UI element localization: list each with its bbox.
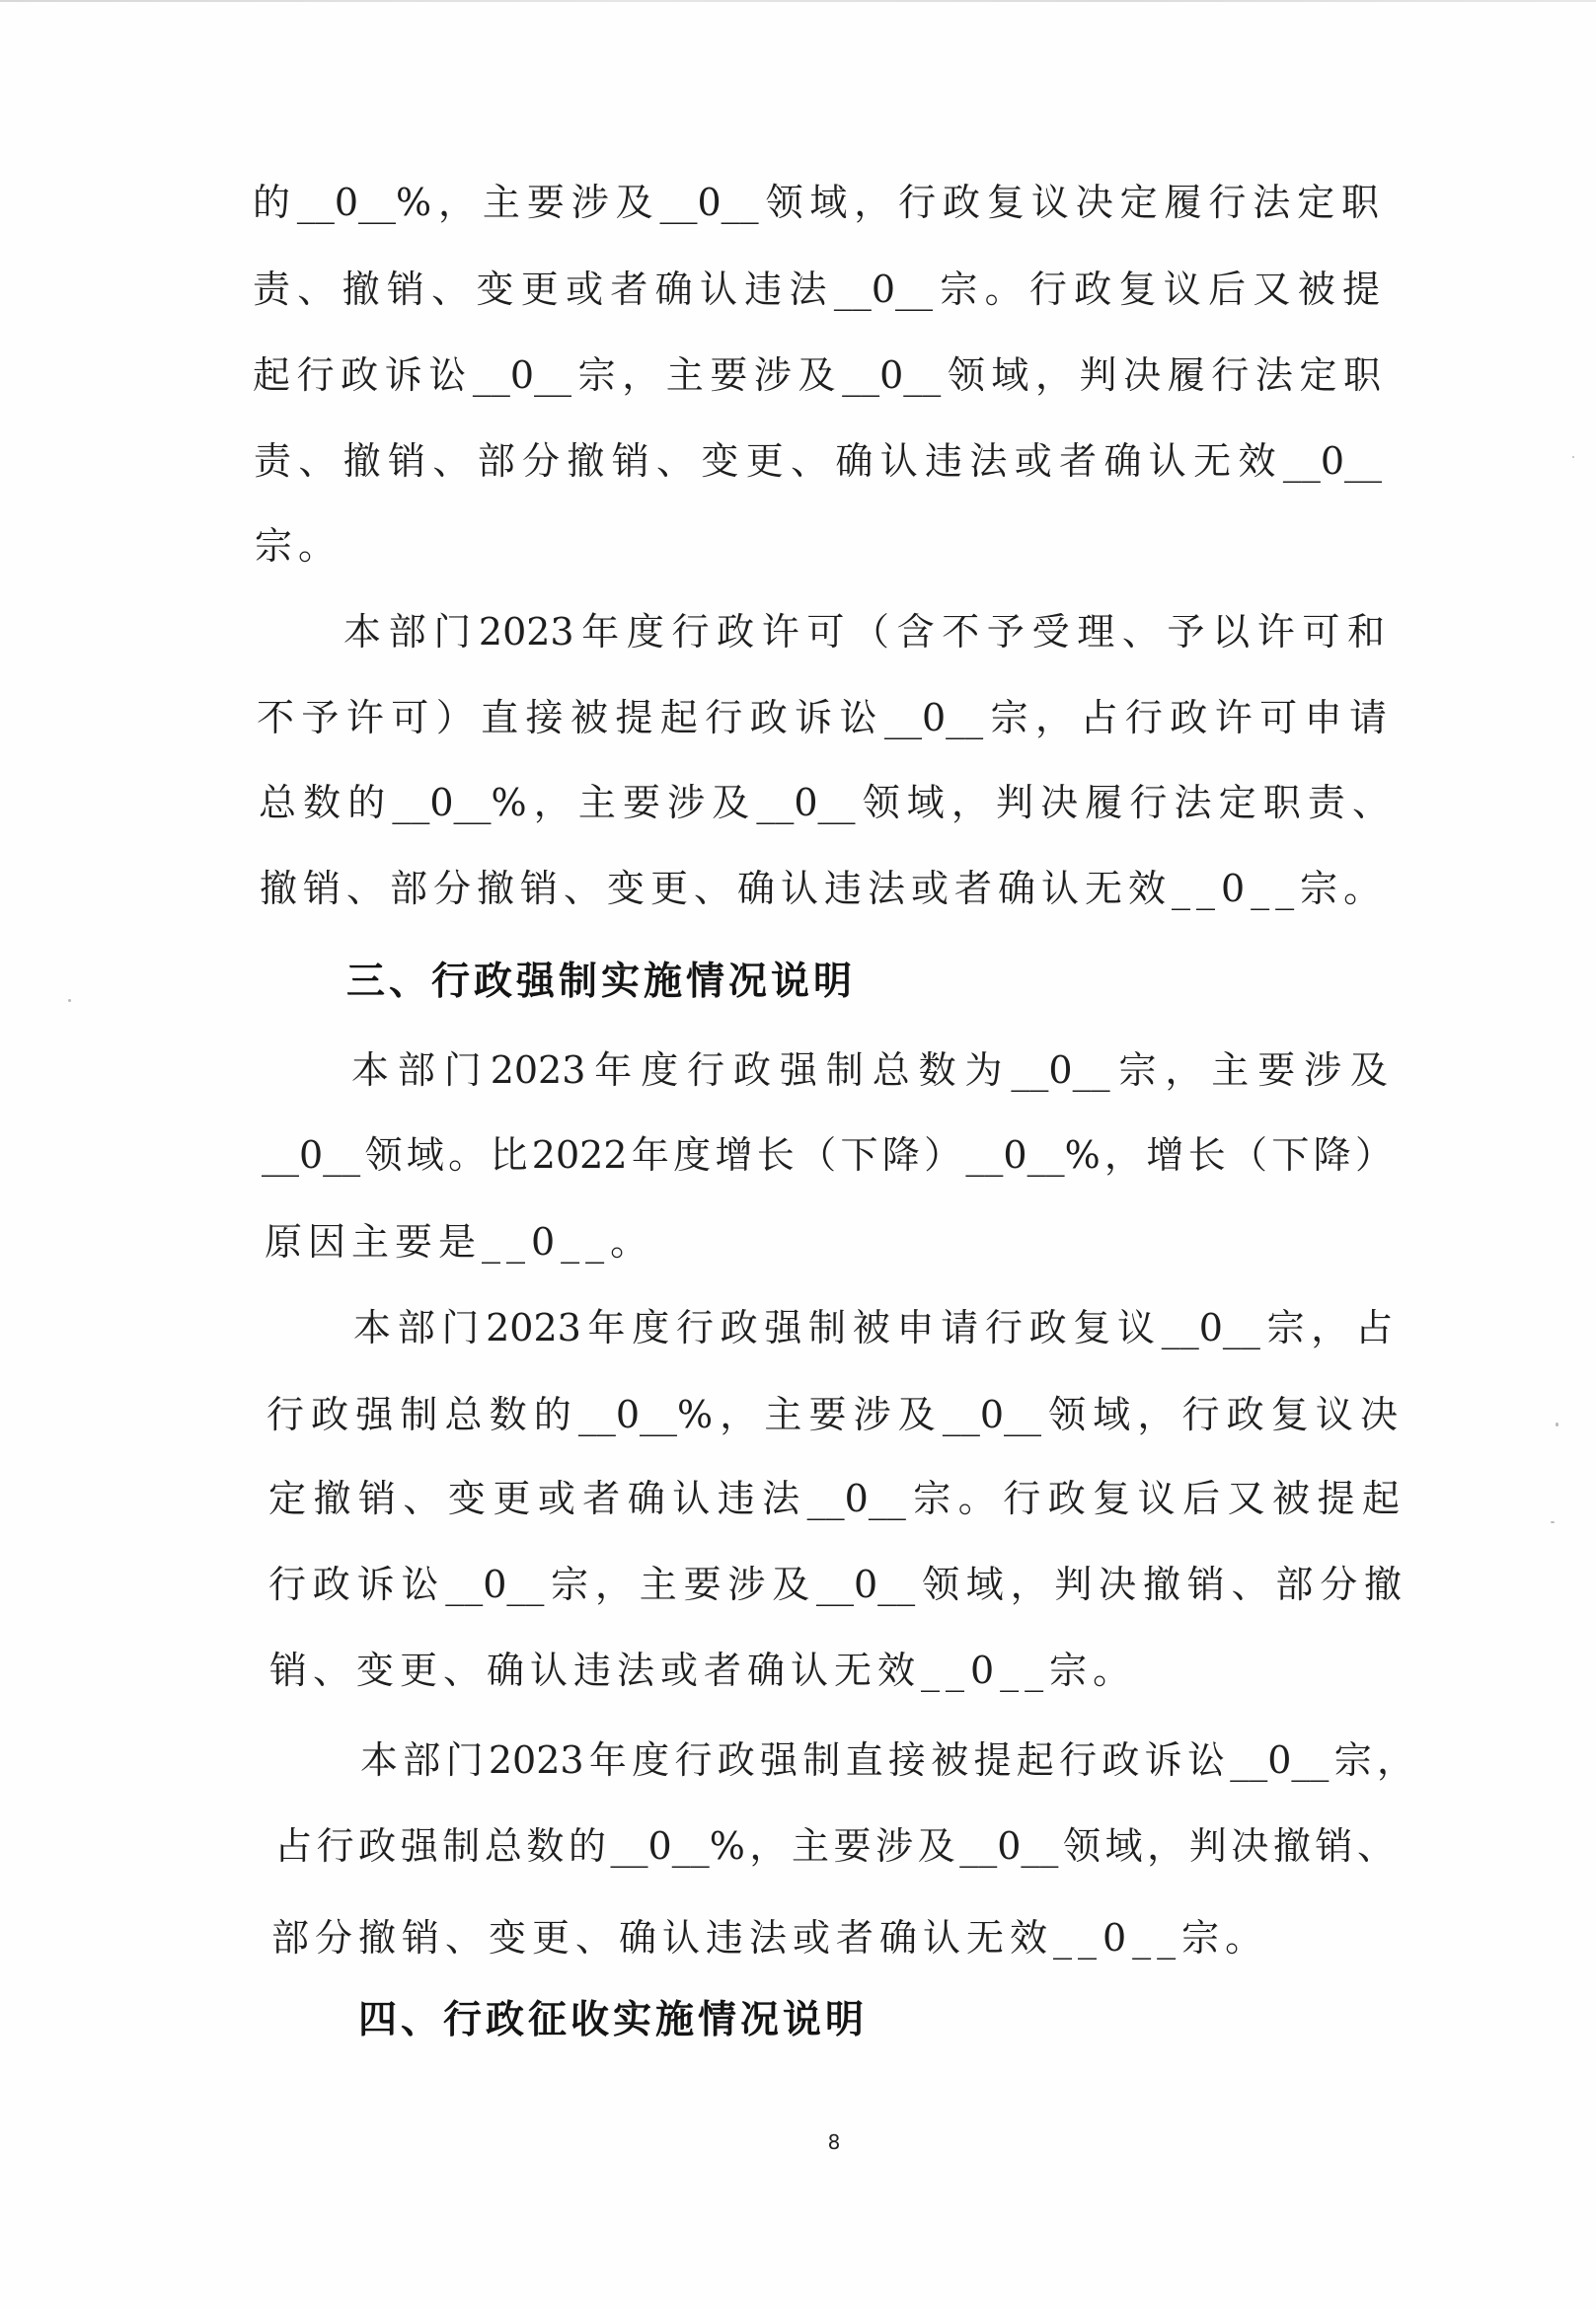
- text-line: 行政强制总数的__0__%，主要涉及__0__领域，行政复议决: [266, 1393, 1398, 1436]
- scan-speck: [1551, 1521, 1555, 1523]
- text-line: 定撤销、变更或者确认违法__0__宗。行政复议后又被提起: [268, 1477, 1400, 1520]
- scan-speck: [68, 999, 71, 1002]
- scan-speck: [1556, 1423, 1558, 1426]
- text-line: __0__领域。比2022年度增长（下降）__0__%，增长（下降）: [262, 1133, 1393, 1177]
- text-line: 不予许可）直接被提起行政诉讼__0__宗，占行政许可申请: [257, 696, 1387, 739]
- text-line: 销、变更、确认违法或者确认无效__0__宗。: [269, 1649, 1137, 1692]
- text-line: 本部门2023年度行政强制直接被提起行政诉讼__0__宗，: [360, 1738, 1414, 1782]
- text-line: 本部门2023年度行政许可（含不予受理、予以许可和: [343, 610, 1385, 654]
- text-line: 撤销、部分撤销、变更、确认违法或者确认无效__0__宗。: [260, 867, 1388, 910]
- text-line: 的__0__%，主要涉及__0__领域，行政复议决定履行法定职: [253, 181, 1379, 224]
- text-line: 起行政诉讼__0__宗，主要涉及__0__领域，判决履行法定职: [253, 353, 1381, 397]
- text-line: 部分撤销、变更、确认违法或者确认无效__0__宗。: [271, 1916, 1269, 1960]
- text-line: 本部门2023年度行政强制总数为__0__宗，主要涉及: [351, 1048, 1388, 1092]
- text-line: 行政诉讼__0__宗，主要涉及__0__领域，判决撤销、部分撤: [268, 1563, 1402, 1606]
- page-number: 8: [827, 2130, 841, 2154]
- scan-edge: [0, 0, 1596, 2]
- text-line: 总数的__0__%，主要涉及__0__领域，判决履行法定职责、: [259, 781, 1390, 824]
- scan-speck: [1572, 456, 1574, 458]
- text-line: 宗。: [255, 524, 342, 568]
- text-line: 责、撤销、部分撤销、变更、确认违法或者确认无效__0__: [254, 439, 1382, 483]
- text-line: 本部门2023年度行政强制被申请行政复议__0__宗，占: [353, 1306, 1393, 1349]
- section-heading-3: 三、行政强制实施情况说明: [346, 960, 857, 1004]
- text-line: 原因主要是__0__。: [265, 1220, 654, 1264]
- text-line: 责、撤销、变更或者确认违法__0__宗。行政复议后又被提: [253, 268, 1380, 311]
- section-heading-4: 四、行政征收实施情况说明: [358, 1998, 869, 2042]
- text-line: 占行政强制总数的__0__%，主要涉及__0__领域，判决撤销、: [274, 1824, 1395, 1868]
